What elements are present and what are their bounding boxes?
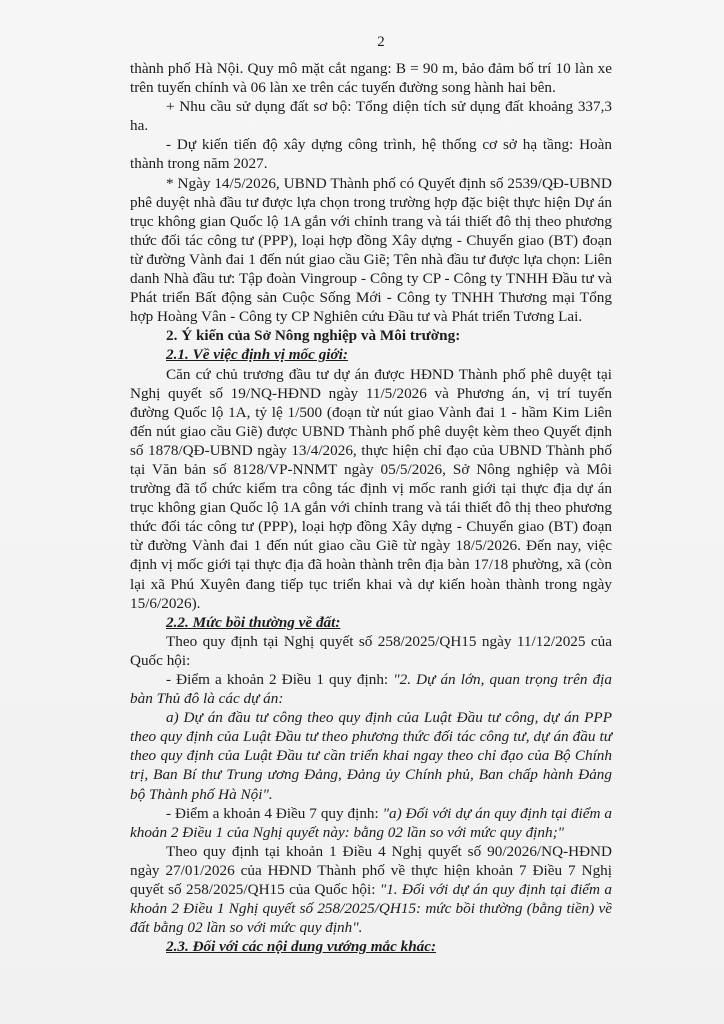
- paragraph-land-demand: + Nhu cầu sử dụng đất sơ bộ: Tổng diện tích sử dụng đất khoảng 337,3 ha.: [130, 98, 612, 135]
- paragraph-schedule: - Dự kiến tiến độ xây dựng công trình, hệ thống cơ sở hạ tầng: Hoàn thành trong năm 2027.: [130, 136, 612, 173]
- clause-quote: "a) Đối với dự án quy định tại điểm a khoản 2 Điều 1 của Nghị quyết này: bằng 02 lần so với mức quy định;": [130, 804, 612, 841]
- clause-lead: - Điểm a khoản 4 Điều 7 quy định:: [166, 804, 383, 822]
- paragraph-investor-decision: * Ngày 14/5/2026, UBND Thành phố có Quyết định số 2539/QĐ-UBND phê duyệt nhà đầu tư được lựa chọn trong trường hợp đặc biệt thực hiện Dự án trục không gian Quốc lộ 1A gắn với chỉnh trang và tái thiết đô thị theo phương thức đối tác công tư (PPP), loại hợp đồng Xây dựng - Chuyển giao (BT) đoạn từ đường Vành đai 1 đến nút giao cầu Giẽ; Tên nhà đầu tư được lựa chọn: Liên danh Nhà đầu tư: Tập đoàn Vingroup - Công ty CP - Công ty TNHH Đầu tư và Phát triển Bất động sản Cuộc Sống Mới - Công ty TNHH Thương mại Tổng hợp Hoàng Vân - Công ty CP Nghiên cứu Đầu tư và Phát triển Tương Lai.: [130, 174, 612, 326]
- paragraph-boundary-marking: Căn cứ chủ trương đầu tư dự án được HĐND Thành phố phê duyệt tại Nghị quyết số 19/NQ-HĐND ngày 11/5/2026 và Phương án, vị trí tuyến đường Quốc lộ 1A, tỷ lệ 1/500 (đoạn từ nút giao Vành đai 1 - hầm Kim Liên đến nút giao cầu Giẽ) được UBND Thành phố phê duyệt kèm theo Quyết định số 1878/QĐ-UBND ngày 13/4/2026, thực hiện chỉ đạo của UBND Thành phố tại Văn bản số 8128/VP-NNMT ngày 05/5/2026, Sở Nông nghiệp và Môi trường đã tổ chức kiểm tra công tác định vị mốc ranh giới tại thực địa dự án trục không gian Quốc lộ 1A gắn với chỉnh trang và tái thiết đô thị theo phương thức đối tác công tư (PPP), loại hợp đồng Xây dựng - Chuyển giao (BT) đoạn từ đường Vành đai 1 đến nút giao cầu Giẽ từ ngày 18/5/2026. Đến nay, việc định vị mốc giới tại thực địa đã hoàn thành trên địa bàn 17/18 phường, xã (còn lại xã Phú Xuyên đang tiếp tục triển khai và dự kiến hoàn thành trong ngày 15/6/2026).: [130, 365, 612, 612]
- paragraph-scale: thành phố Hà Nội. Quy mô mặt cắt ngang: B = 90 m, bảo đảm bố trí 10 làn xe trên tuyến chính và 06 làn xe trên các tuyến đường song hành hai bên.: [130, 60, 612, 97]
- paragraph-clause-4-article-7: [130, 804, 612, 842]
- clause-lead: - Điểm a khoản 2 Điều 1 quy định:: [166, 671, 394, 688]
- heading-2-3-text: 2.3. Đối với các nội dung vướng mắc khác:: [166, 938, 437, 956]
- paragraph-project-definition: [130, 708, 612, 803]
- heading-2-1-text: 2.1. Về việc định vị mốc giới:: [166, 346, 348, 364]
- paragraph-clause-2-article-1: [130, 670, 612, 708]
- section-heading-2-1: [130, 345, 612, 364]
- heading-2-2-text: 2.2. Mức bồi thường về đất:: [166, 613, 341, 631]
- paragraph-resolution-258: Theo quy định tại Nghị quyết số 258/2025/QH15 ngày 11/12/2025 của Quốc hội:: [130, 632, 612, 669]
- section-heading-2-3: [130, 937, 612, 956]
- page-number: 2: [377, 34, 385, 50]
- project-definition-quote: a) Dự án đầu tư công theo quy định của Luật Đầu tư công, dự án PPP theo quy định của Luật Đầu tư theo phương thức đối tác công tư, dự án đầu tư theo quy định của Luật Đầu tư cần triển khai ngay theo chỉ đạo của Bộ Chính trị, Ban Bí thư Trung ương Đảng, Đảng ủy Chính phủ, Ban chấp hành Đảng bộ Thành phố Hà Nội".: [130, 709, 612, 803]
- document-body: [130, 59, 612, 956]
- clause-quote: "1. Đối với dự án quy định tại điểm a khoản 2 Điều 1 Nghị quyết số 258/2025/QH15: mức bồi thường (bằng tiền) về đất bằng 02 lần so với mức quy định".: [130, 881, 612, 937]
- section-heading-2-2: [130, 613, 612, 632]
- clause-quote: "2. Dự án lớn, quan trọng trên địa bàn Thủ đô là các dự án:: [130, 671, 612, 708]
- section-heading-2: 2. Ý kiến của Sở Nông nghiệp và Môi trường:: [166, 327, 461, 345]
- paragraph-resolution-90: [130, 842, 612, 937]
- clause-lead: Theo quy định tại khoản 1 Điều 4 Nghị quyết số 90/2026/NQ-HĐND ngày 27/01/2026 của HĐND Thành phố về thực hiện khoản 7 Điều 7 Nghị quyết số 258/2025/QH15 của Quốc hội:: [130, 842, 612, 899]
